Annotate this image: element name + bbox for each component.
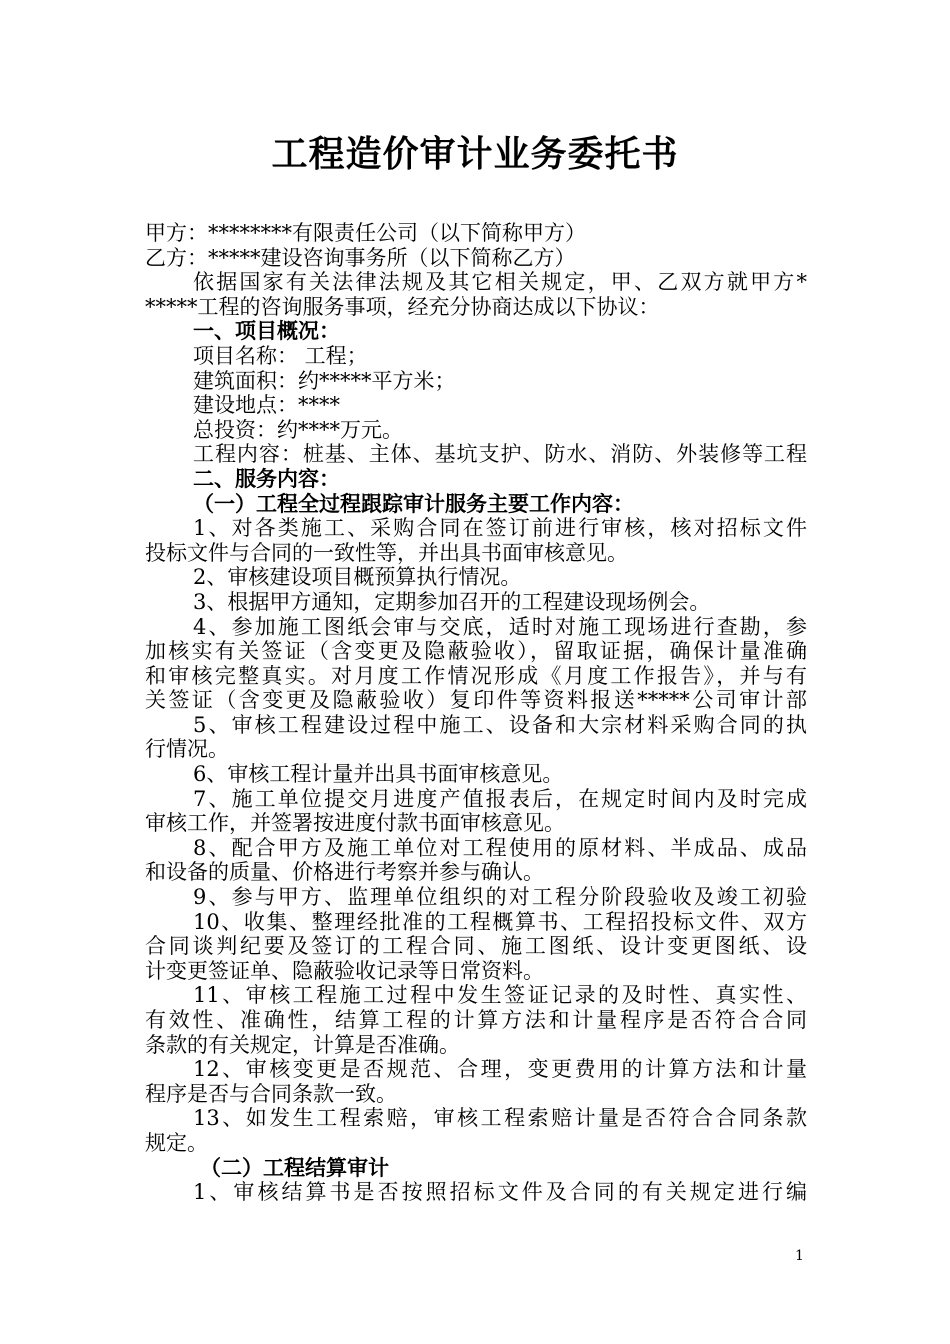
text-line: 7、施工单位提交月进度产值报表后，在规定时间内及时完成 (193, 786, 807, 811)
text-line: 5、审核工程建设过程中施工、设备和大宗材料采购合同的执 (193, 712, 807, 737)
text-line: 程序是否与合同条款一致。 (145, 1081, 397, 1106)
text-line: 加核实有关签证（含变更及隐蔽验收），留取证据，确保计量准确 (145, 639, 807, 664)
text-line: 工程内容：桩基、主体、基坑支护、防水、消防、外装修等工程 (193, 442, 807, 467)
text-line: 4、参加施工图纸会审与交底，适时对施工现场进行查勘，参 (193, 614, 807, 639)
text-line: 12、审核变更是否规范、合理，变更费用的计算方法和计量 (193, 1057, 807, 1082)
text-line: 1、审核结算书是否按照招标文件及合同的有关规定进行编 (193, 1180, 807, 1205)
text-line: 规定。 (145, 1130, 208, 1155)
page-number: 1 (795, 1248, 804, 1264)
page-title: 工程造价审计业务委托书 (271, 134, 679, 175)
text-line: 1、对各类施工、采购合同在签订前进行审核，核对招标文件 (193, 516, 807, 541)
text-line: 3、根据甲方通知，定期参加召开的工程建设现场例会。 (193, 589, 711, 614)
section-heading: （一）工程全过程跟踪审计服务主要工作内容： (193, 491, 634, 516)
text-line: 项目名称： 工程； (193, 343, 368, 368)
text-line: 10、收集、整理经批准的工程概算书、工程招投标文件、双方 (193, 909, 807, 934)
text-line: *****工程的咨询服务事项，经充分协商达成以下协议： (145, 294, 660, 319)
section-heading: （二）工程结算审计 (200, 1155, 389, 1180)
text-line: 甲方：********有限责任公司（以下简称甲方） (145, 221, 586, 245)
document-body (145, 221, 807, 1205)
text-line: 和设备的质量、价格进行考察并参与确认。 (145, 860, 544, 885)
text-line: 依据国家有关法律法规及其它相关规定，甲、乙双方就甲方* (193, 270, 807, 295)
text-line: 关签证（含变更及隐蔽验收）复印件等资料报送*****公司审计部 (145, 688, 807, 713)
text-line: 6、审核工程计量并出具书面审核意见。 (193, 762, 564, 787)
text-line: 11、审核工程施工过程中发生签证记录的及时性、真实性、 (193, 983, 807, 1008)
section-heading: 二、服务内容： (193, 466, 340, 491)
text-line: 和审核完整真实。对月度工作情况形成《月度工作报告》，并与有 (145, 663, 807, 688)
text-line: 建筑面积：约*****平方米； (193, 368, 456, 393)
text-line: 13、如发生工程索赔，审核工程索赔计量是否符合合同条款 (193, 1106, 807, 1131)
text-line: 9、参与甲方、监理单位组织的对工程分阶段验收及竣工初验 (193, 885, 807, 910)
section-heading: 一、项目概况： (193, 319, 340, 344)
text-line: 合同谈判纪要及签订的工程合同、施工图纸、设计变更图纸、设 (145, 934, 807, 959)
text-line: 有效性、准确性，结算工程的计算方法和计量程序是否符合合同 (145, 1008, 807, 1032)
text-line: 行情况。 (145, 737, 229, 762)
text-line: 计变更签证单、隐蔽验收记录等日常资料。 (145, 958, 544, 983)
text-line: 乙方：*****建设咨询事务所（以下简称乙方） (145, 245, 576, 270)
text-line: 审核工作，并签署按进度付款书面审核意见。 (145, 811, 565, 836)
text-line: 总投资：约****万元。 (193, 417, 403, 442)
text-line: 建设地点：**** (193, 393, 340, 418)
text-line: 8、配合甲方及施工单位对工程使用的原材料、半成品、成品 (193, 835, 807, 860)
text-line: 条款的有关规定，计算是否准确。 (145, 1032, 460, 1057)
text-line: 2、审核建设项目概预算执行情况。 (193, 565, 522, 590)
text-line: 投标文件与合同的一致性等，并出具书面审核意见。 (145, 540, 628, 565)
